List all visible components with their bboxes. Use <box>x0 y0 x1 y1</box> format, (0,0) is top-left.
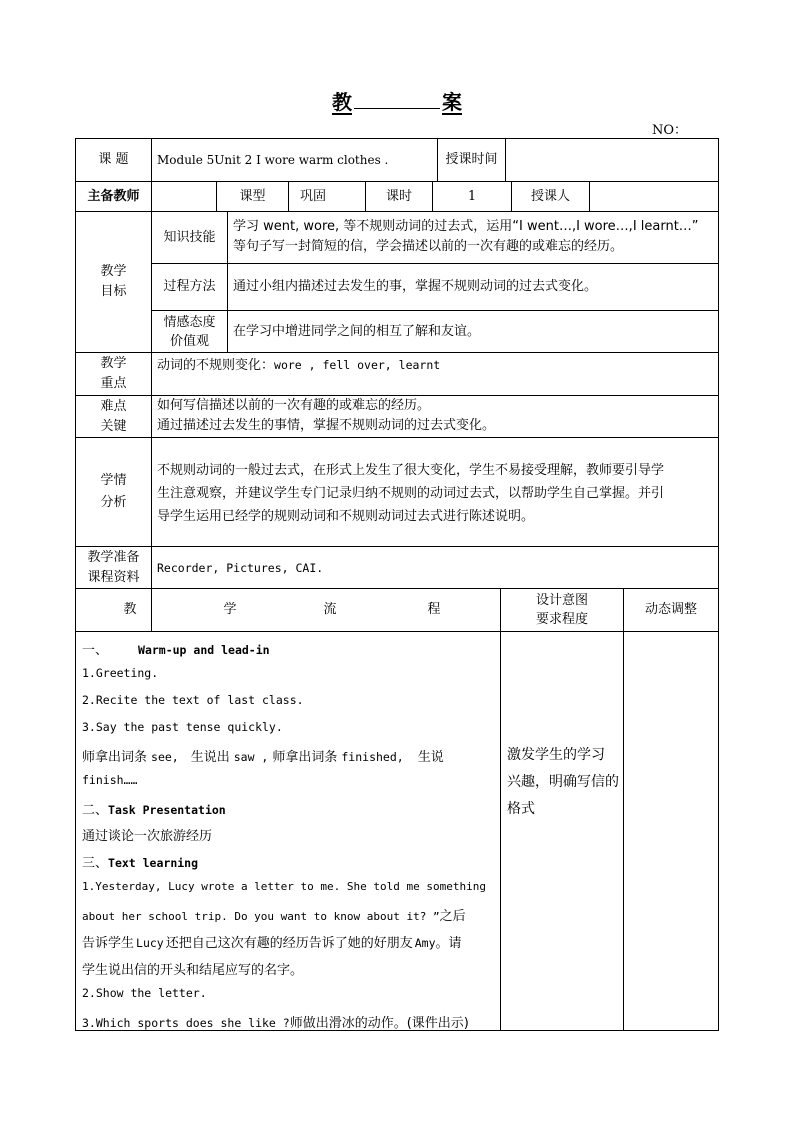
line-recite: 2.Recite the text of last class. <box>82 693 304 707</box>
line-word-cards-c: 生说出 <box>190 750 230 765</box>
line-which-sports-a: 3.Which sports does she like ? <box>82 1016 290 1030</box>
lecturer-label: 授课人 <box>530 188 570 204</box>
goals-label-line1: 教学 <box>100 264 127 279</box>
lecturer-value <box>590 182 718 211</box>
line-tell-students-c: 还把自己这次有趣的经历告诉了她的好朋友 <box>165 936 413 951</box>
section-presentation <box>82 799 226 818</box>
type-value: 巩固 <box>300 188 327 204</box>
process-header-2: 学 <box>223 602 237 617</box>
analysis-value <box>157 459 717 529</box>
design-header <box>501 589 623 631</box>
difficulties-line2: 通过描述过去发生的事情，掌握不规则动词的过去式变化。 <box>157 418 496 433</box>
teacher-label: 主备教师 <box>87 188 140 204</box>
preparation-label-line2: 课程资料 <box>87 569 140 585</box>
knowledge-label: 知识技能 <box>163 229 216 245</box>
time-label: 授课时间 <box>445 152 498 167</box>
line-word-cards-d: saw , <box>233 750 269 764</box>
line-school-trip-a: about her school trip. Do you want to know about it? ” <box>82 910 440 923</box>
line-yesterday: 1.Yesterday, Lucy wrote a letter to me. She told me something <box>82 880 486 893</box>
line-school-trip-b: 之后 <box>439 909 466 924</box>
line-tell-students-a: 告诉学生 <box>82 936 135 951</box>
design-header-line1: 设计意图 <box>535 593 588 608</box>
analysis-label <box>76 438 151 546</box>
key-points-label <box>76 353 151 395</box>
emotion-value: 在学习中增进同学之间的相互了解和友谊。 <box>233 323 481 339</box>
preparation-label-line1: 教学准备 <box>87 549 140 565</box>
line-greeting: 1.Greeting. <box>82 666 159 680</box>
line-tell-students <box>82 932 462 951</box>
key-points-value <box>157 355 717 375</box>
course-label: 课 题 <box>98 152 129 167</box>
section-warmup <box>82 639 270 658</box>
knowledge-line2: 等句子写一封简短的信，学会描述以前的一次有趣的或难忘的经历。 <box>233 239 624 254</box>
line-word-cards-e: 师拿出词条 <box>272 750 338 765</box>
line-tell-students-b: Lucy <box>136 936 164 950</box>
process-method-value: 通过小组内描述过去发生的事，掌握不规则动词的过去式变化。 <box>233 279 598 294</box>
line-word-cards-b: see, <box>151 750 179 764</box>
knowledge-line1: 学习 went, wore, 等不规则动词的过去式，运用“I went…,I wore…,I learnt…” <box>233 219 699 234</box>
line-tell-students-e: 。请 <box>435 936 462 951</box>
number-label: NO： <box>652 123 688 138</box>
section-presentation-title: Task Presentation <box>108 803 226 817</box>
analysis-line2: 生注意观察，并建议学生专门记录归纳不规则的动词过去式，以帮助学生自己掌握。并引 <box>157 486 665 501</box>
line-letter-names: 学生说出信的开头和结尾应写的名字。 <box>82 963 304 978</box>
difficulties-label-line2: 关键 <box>100 418 127 434</box>
type-label: 课型 <box>239 188 266 204</box>
line-which-sports <box>82 1012 469 1031</box>
line-school-trip <box>82 905 466 924</box>
design-intent-line3: 格式 <box>507 801 535 817</box>
process-header-3: 流 <box>323 602 337 617</box>
key-points-label-line2: 重点 <box>100 376 127 391</box>
analysis-line1: 不规则动词的一般过去式，在形式上发生了很大变化，学生不易接受理解，教师要引导学 <box>157 463 665 478</box>
design-intent-line2: 兴趣，明确写信的 <box>507 774 619 790</box>
line-show-letter: 2.Show the letter. <box>82 986 207 1000</box>
section-warmup-num: 一、 <box>82 643 109 658</box>
title-gap <box>354 108 440 109</box>
emotion-label-line2: 价值观 <box>169 333 209 349</box>
section-text-learning-num: 三、 <box>82 856 109 871</box>
adjust-header: 动态调整 <box>644 602 697 617</box>
key-points-words: wore , fell over, learnt <box>274 358 441 372</box>
difficulties-label <box>76 396 151 437</box>
goals-label-line2: 目标 <box>100 284 127 299</box>
teacher-value <box>152 182 216 211</box>
emotion-label <box>152 311 227 352</box>
line-word-cards-a: 师拿出词条 <box>82 750 148 765</box>
line-word-cards-f: finished, <box>341 750 404 764</box>
line-past-tense: 3.Say the past tense quickly. <box>82 720 283 734</box>
line-tell-students-d: Amy <box>414 936 436 950</box>
key-points-prefix: 动词的不规则变化： <box>157 358 275 373</box>
difficulties-value <box>157 396 717 437</box>
time-value <box>506 139 718 181</box>
difficulties-line1: 如何写信描述以前的一次有趣的或难忘的经历。 <box>157 398 431 413</box>
line-word-cards <box>82 746 444 765</box>
title-right: 案 <box>442 90 462 114</box>
title-left: 教 <box>332 90 352 114</box>
analysis-label-line1: 学情 <box>100 473 127 488</box>
section-presentation-num: 二、 <box>82 803 109 818</box>
section-text-learning <box>82 852 198 871</box>
process-header-4: 程 <box>427 602 441 617</box>
design-header-line2: 要求程度 <box>535 612 588 627</box>
section-warmup-title: Warm-up and lead-in <box>138 643 270 657</box>
analysis-line3: 导学生运用已经学的规则动词和不规则动词过去式进行陈述说明。 <box>157 509 535 524</box>
line-word-cards-g: 生说 <box>417 750 444 765</box>
hours-label: 课时 <box>385 188 412 204</box>
preparation-label <box>76 547 151 588</box>
process-header-1: 教 <box>123 602 137 617</box>
key-points-label-line1: 教学 <box>100 356 127 371</box>
process-method-label: 过程方法 <box>163 279 216 294</box>
goals-label <box>76 212 151 352</box>
difficulties-label-line1: 难点 <box>100 398 127 414</box>
hours-value: 1 <box>467 188 477 204</box>
section-text-learning-title: Text learning <box>108 856 199 870</box>
knowledge-value <box>233 217 717 261</box>
emotion-label-line1: 情感态度 <box>163 314 216 330</box>
line-travel-talk: 通过谈论一次旅游经历 <box>82 829 213 844</box>
analysis-label-line2: 分析 <box>100 495 127 510</box>
line-which-sports-b: 师做出滑冰的动作。(课件出示) <box>289 1016 469 1031</box>
design-intent-line1: 激发学生的学习 <box>507 747 605 763</box>
document-title <box>0 86 794 115</box>
course-value: Module 5Unit 2 I wore warm clothes . <box>157 153 389 167</box>
design-intent <box>507 742 621 823</box>
preparation-value: Recorder, Pictures, CAI. <box>157 560 324 575</box>
line-finish: finish…… <box>82 773 138 787</box>
